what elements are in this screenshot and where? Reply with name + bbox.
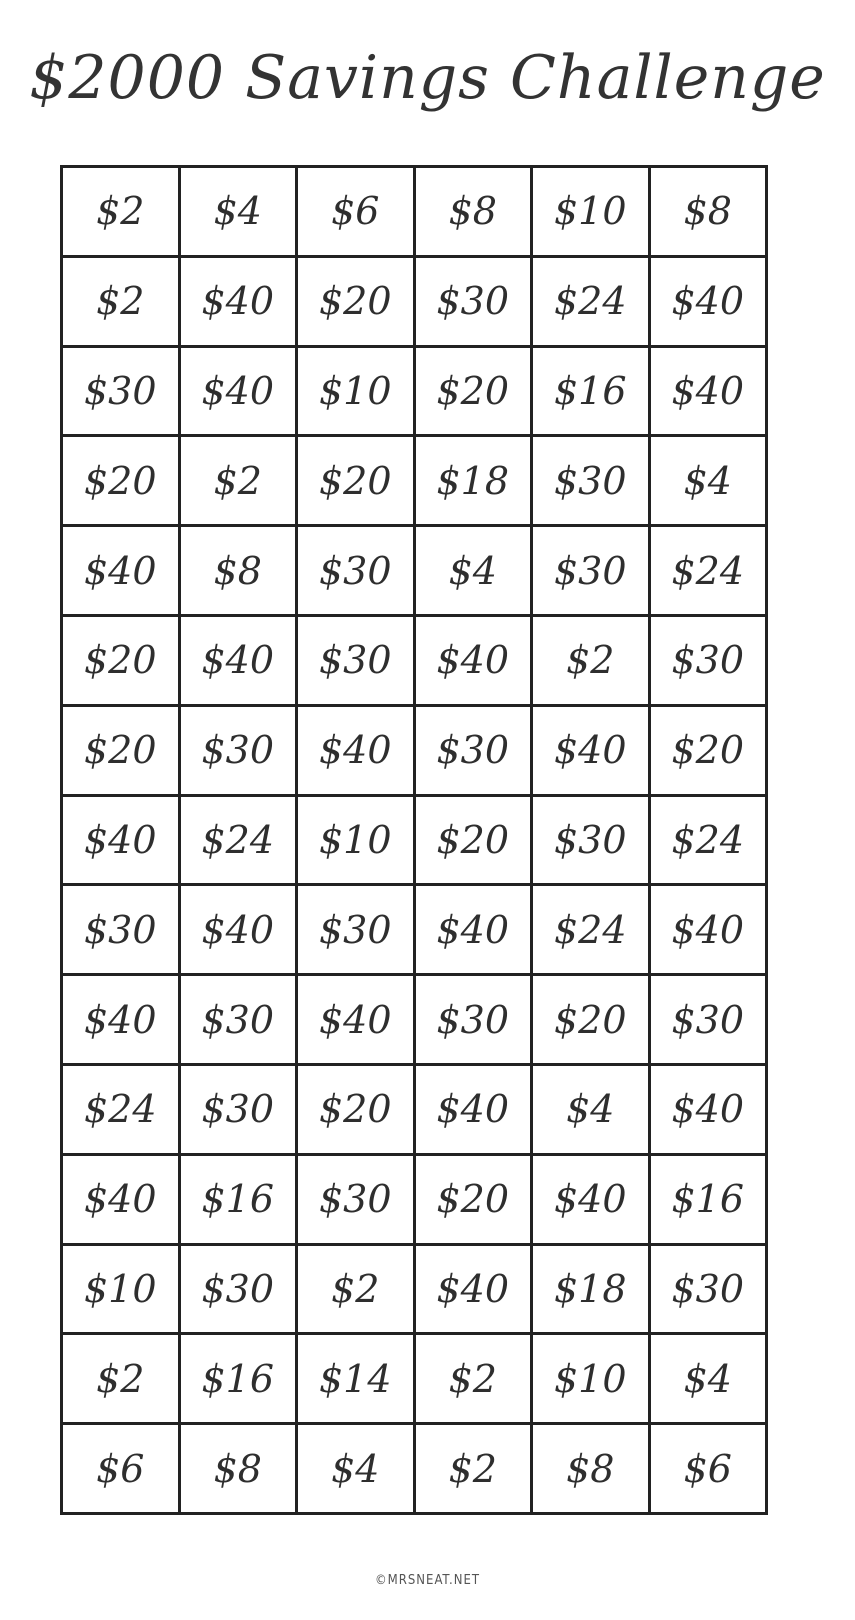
savings-cell[interactable]: $4 [533, 1066, 651, 1156]
savings-cell[interactable]: $20 [651, 707, 769, 797]
savings-cell[interactable]: $16 [651, 1156, 769, 1246]
savings-cell[interactable]: $8 [416, 168, 534, 258]
savings-cell[interactable]: $40 [533, 1156, 651, 1246]
savings-cell[interactable]: $8 [181, 527, 299, 617]
savings-cell[interactable]: $40 [181, 886, 299, 976]
savings-cell[interactable]: $40 [298, 707, 416, 797]
savings-cell[interactable]: $20 [63, 707, 181, 797]
savings-cell[interactable]: $20 [416, 1156, 534, 1246]
savings-cell[interactable]: $20 [416, 797, 534, 887]
savings-cell[interactable]: $10 [298, 797, 416, 887]
savings-cell[interactable]: $16 [181, 1156, 299, 1246]
savings-cell[interactable]: $20 [533, 976, 651, 1066]
savings-cell[interactable]: $4 [416, 527, 534, 617]
savings-cell[interactable]: $40 [63, 976, 181, 1066]
savings-cell[interactable]: $30 [533, 797, 651, 887]
savings-cell[interactable]: $18 [416, 437, 534, 527]
savings-cell[interactable]: $16 [533, 348, 651, 438]
savings-cell[interactable]: $40 [181, 617, 299, 707]
savings-grid [60, 165, 768, 1515]
savings-cell[interactable]: $20 [63, 437, 181, 527]
savings-cell[interactable]: $30 [181, 1246, 299, 1336]
savings-cell[interactable]: $40 [416, 886, 534, 976]
savings-cell[interactable]: $30 [651, 976, 769, 1066]
savings-cell[interactable]: $2 [181, 437, 299, 527]
savings-cell[interactable]: $8 [533, 1425, 651, 1515]
savings-cell[interactable]: $24 [63, 1066, 181, 1156]
savings-cell[interactable]: $6 [651, 1425, 769, 1515]
savings-cell[interactable]: $8 [651, 168, 769, 258]
savings-cell[interactable]: $30 [63, 348, 181, 438]
savings-cell[interactable]: $2 [416, 1335, 534, 1425]
savings-cell[interactable]: $30 [298, 1156, 416, 1246]
savings-cell[interactable]: $30 [416, 976, 534, 1066]
savings-cell[interactable]: $40 [298, 976, 416, 1066]
savings-cell[interactable]: $30 [416, 707, 534, 797]
savings-cell[interactable]: $24 [533, 886, 651, 976]
savings-cell[interactable]: $4 [651, 437, 769, 527]
savings-cell[interactable]: $40 [416, 617, 534, 707]
savings-cell[interactable]: $40 [63, 527, 181, 617]
savings-cell[interactable]: $30 [533, 437, 651, 527]
savings-cell[interactable]: $14 [298, 1335, 416, 1425]
savings-cell[interactable]: $16 [181, 1335, 299, 1425]
savings-cell[interactable]: $40 [651, 1066, 769, 1156]
savings-cell[interactable]: $40 [416, 1246, 534, 1336]
savings-cell[interactable]: $4 [181, 168, 299, 258]
copyright-footer: ©MRSNEAT.NET [374, 1573, 481, 1588]
savings-cell[interactable]: $10 [533, 1335, 651, 1425]
savings-cell[interactable]: $30 [298, 617, 416, 707]
savings-cell[interactable]: $24 [651, 797, 769, 887]
savings-cell[interactable]: $40 [181, 258, 299, 348]
savings-cell[interactable]: $20 [63, 617, 181, 707]
savings-cell[interactable]: $40 [533, 707, 651, 797]
savings-cell[interactable]: $24 [181, 797, 299, 887]
savings-cell[interactable]: $6 [63, 1425, 181, 1515]
savings-cell[interactable]: $40 [651, 886, 769, 976]
savings-cell[interactable]: $10 [298, 348, 416, 438]
savings-cell[interactable]: $30 [298, 886, 416, 976]
savings-cell[interactable]: $40 [416, 1066, 534, 1156]
savings-cell[interactable]: $40 [181, 348, 299, 438]
savings-cell[interactable]: $20 [416, 348, 534, 438]
savings-cell[interactable]: $18 [533, 1246, 651, 1336]
page-title: $2000 Savings Challenge [29, 43, 826, 113]
savings-cell[interactable]: $2 [416, 1425, 534, 1515]
savings-cell[interactable]: $2 [63, 1335, 181, 1425]
savings-cell[interactable]: $30 [298, 527, 416, 617]
savings-cell[interactable]: $40 [63, 1156, 181, 1246]
savings-cell[interactable]: $10 [533, 168, 651, 258]
savings-cell[interactable]: $30 [181, 707, 299, 797]
savings-cell[interactable]: $10 [63, 1246, 181, 1336]
savings-cell[interactable]: $30 [181, 1066, 299, 1156]
savings-cell[interactable]: $30 [416, 258, 534, 348]
savings-cell[interactable]: $20 [298, 1066, 416, 1156]
savings-cell[interactable]: $20 [298, 258, 416, 348]
savings-cell[interactable]: $30 [533, 527, 651, 617]
savings-cell[interactable]: $2 [298, 1246, 416, 1336]
savings-cell[interactable]: $30 [651, 1246, 769, 1336]
savings-cell[interactable]: $8 [181, 1425, 299, 1515]
savings-cell[interactable]: $30 [651, 617, 769, 707]
savings-cell[interactable]: $2 [63, 258, 181, 348]
savings-cell[interactable]: $24 [651, 527, 769, 617]
savings-cell[interactable]: $40 [651, 258, 769, 348]
savings-cell[interactable]: $40 [651, 348, 769, 438]
savings-cell[interactable]: $40 [63, 797, 181, 887]
savings-cell[interactable]: $2 [63, 168, 181, 258]
savings-cell[interactable]: $24 [533, 258, 651, 348]
savings-cell[interactable]: $30 [181, 976, 299, 1066]
savings-cell[interactable]: $4 [298, 1425, 416, 1515]
savings-cell[interactable]: $4 [651, 1335, 769, 1425]
savings-cell[interactable]: $6 [298, 168, 416, 258]
savings-cell[interactable]: $20 [298, 437, 416, 527]
savings-cell[interactable]: $30 [63, 886, 181, 976]
savings-cell[interactable]: $2 [533, 617, 651, 707]
